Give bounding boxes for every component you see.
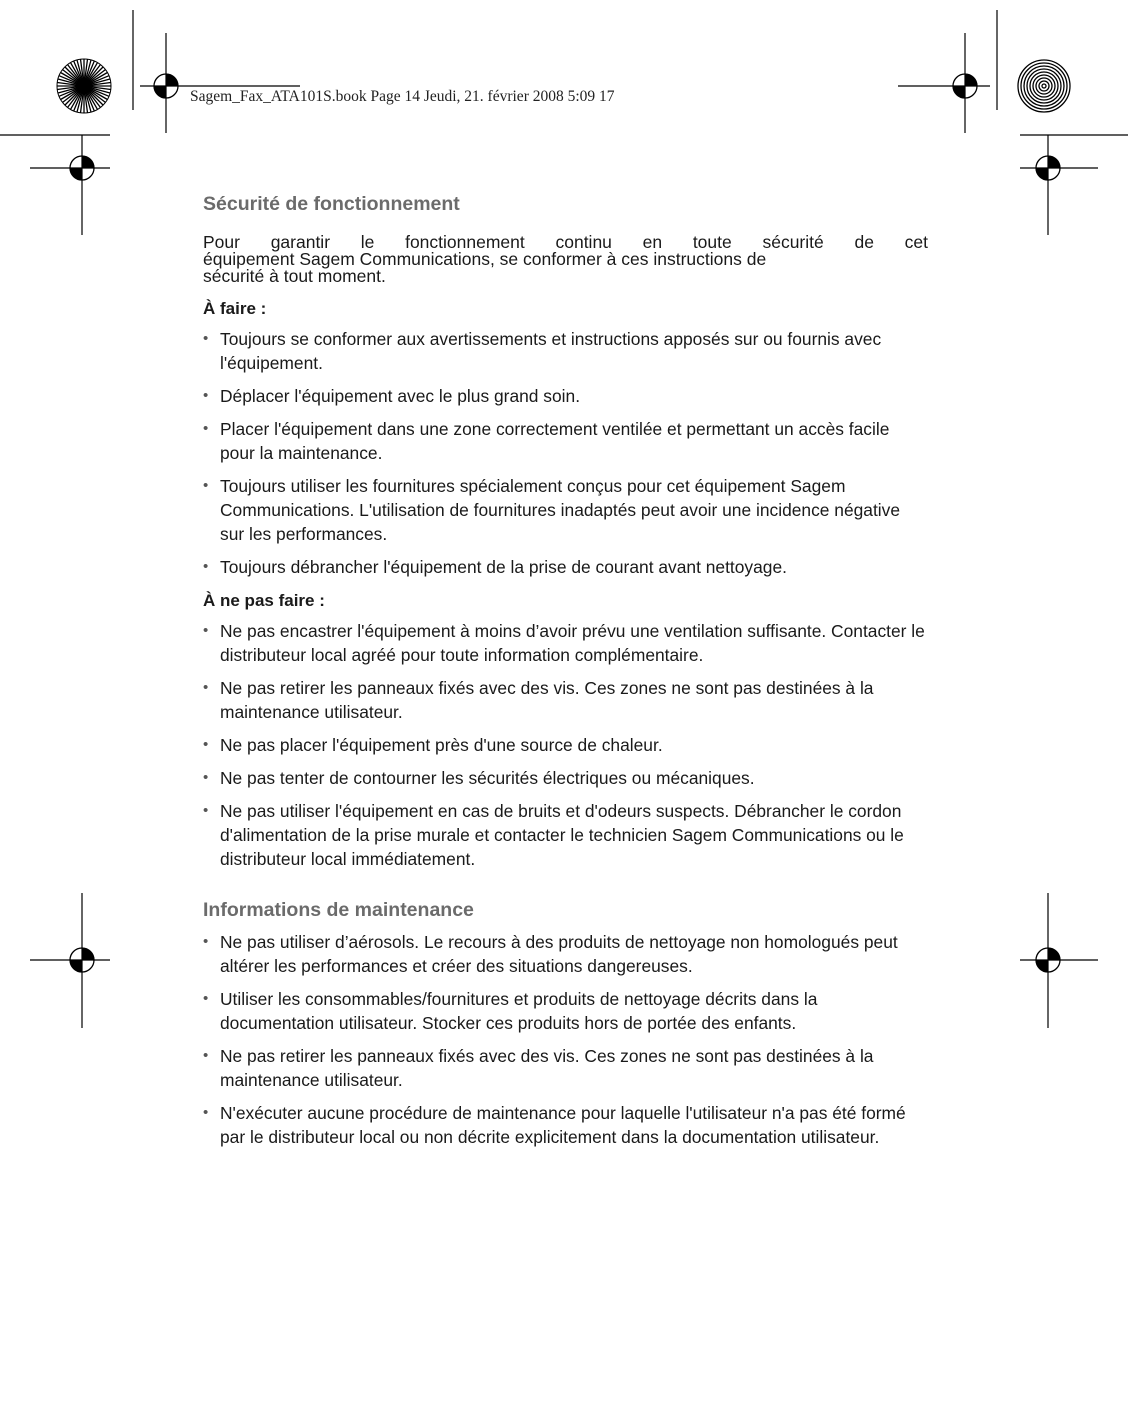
list-item: • Toujours débrancher l'équipement de la prise de courant avant nettoyage.: [203, 555, 928, 579]
concentric-registration-icon: [1018, 60, 1070, 112]
do-list: [203, 327, 928, 579]
maintenance-list: [203, 930, 928, 1149]
safety-intro-paragraph: [203, 234, 928, 285]
starburst-registration-icon: [57, 59, 111, 113]
list-item: • Déplacer l'équipement avec le plus grand soin.: [203, 384, 928, 408]
list-item: • Ne pas utiliser l'équipement en cas de bruits et d'odeurs suspects. Débrancher le cordon d'alimentation de la prise murale et contacter le technicien Sagem Communications ou le distributeur local immédiatement.: [203, 799, 928, 871]
list-item: • Utiliser les consommables/fournitures et produits de nettoyage décrits dans la documentation utilisateur. Stocker ces produits hors de portée des enfants.: [203, 987, 928, 1035]
crosshair-registration-icon: [898, 33, 990, 133]
dont-list: [203, 619, 928, 871]
list-item: • Ne pas utiliser d’aérosols. Le recours à des produits de nettoyage non homologués peut altérer les performances et créer des situations dangereuses.: [203, 930, 928, 978]
dont-heading: À ne pas faire :: [203, 591, 325, 610]
crosshair-registration-icon: [140, 33, 300, 133]
section-title-maintenance: Informations de maintenance: [203, 899, 474, 921]
intro-line: équipement Sagem Communications, se conformer à ces instructions de: [203, 249, 767, 269]
section-title-safety: Sécurité de fonctionnement: [203, 193, 460, 215]
crosshair-registration-icon: [1020, 135, 1098, 235]
intro-line: sécurité à tout moment.: [203, 266, 386, 286]
list-item: • Toujours utiliser les fournitures spécialement conçus pour cet équipement Sagem Communications. L'utilisation de fournitures inadaptés peut avoir une incidence négative sur les performances.: [203, 474, 928, 546]
list-item: • N'exécuter aucune procédure de maintenance pour laquelle l'utilisateur n'a pas été formé par le distributeur local ou non décrite explicitement dans la documentation utilisateur.: [203, 1101, 928, 1149]
list-item: • Placer l'équipement dans une zone correctement ventilée et permettant un accès facile pour la maintenance.: [203, 417, 928, 465]
crosshair-registration-icon: [30, 135, 110, 235]
list-item: • Ne pas placer l'équipement près d'une source de chaleur.: [203, 733, 928, 757]
book-header-line: Sagem_Fax_ATA101S.book Page 14 Jeudi, 21. février 2008 5:09 17: [190, 88, 615, 105]
document-body: [203, 193, 928, 1158]
list-item: • Ne pas encastrer l'équipement à moins d’avoir prévu une ventilation suffisante. Contacter le distributeur local agréé pour toute information complémentaire.: [203, 619, 928, 667]
crosshair-registration-icon: [30, 893, 110, 1028]
crosshair-registration-icon: [1020, 893, 1098, 1028]
list-item: • Toujours se conformer aux avertissements et instructions apposés sur ou fournis avec l'équipement.: [203, 327, 928, 375]
list-item: • Ne pas retirer les panneaux fixés avec des vis. Ces zones ne sont pas destinées à la maintenance utilisateur.: [203, 676, 928, 724]
intro-line: Pour garantir le fonctionnement continu en toute sécurité de cet: [203, 232, 928, 252]
list-item: • Ne pas tenter de contourner les sécurités électriques ou mécaniques.: [203, 766, 928, 790]
list-item: • Ne pas retirer les panneaux fixés avec des vis. Ces zones ne sont pas destinées à la maintenance utilisateur.: [203, 1044, 928, 1092]
do-heading: À faire :: [203, 299, 267, 318]
